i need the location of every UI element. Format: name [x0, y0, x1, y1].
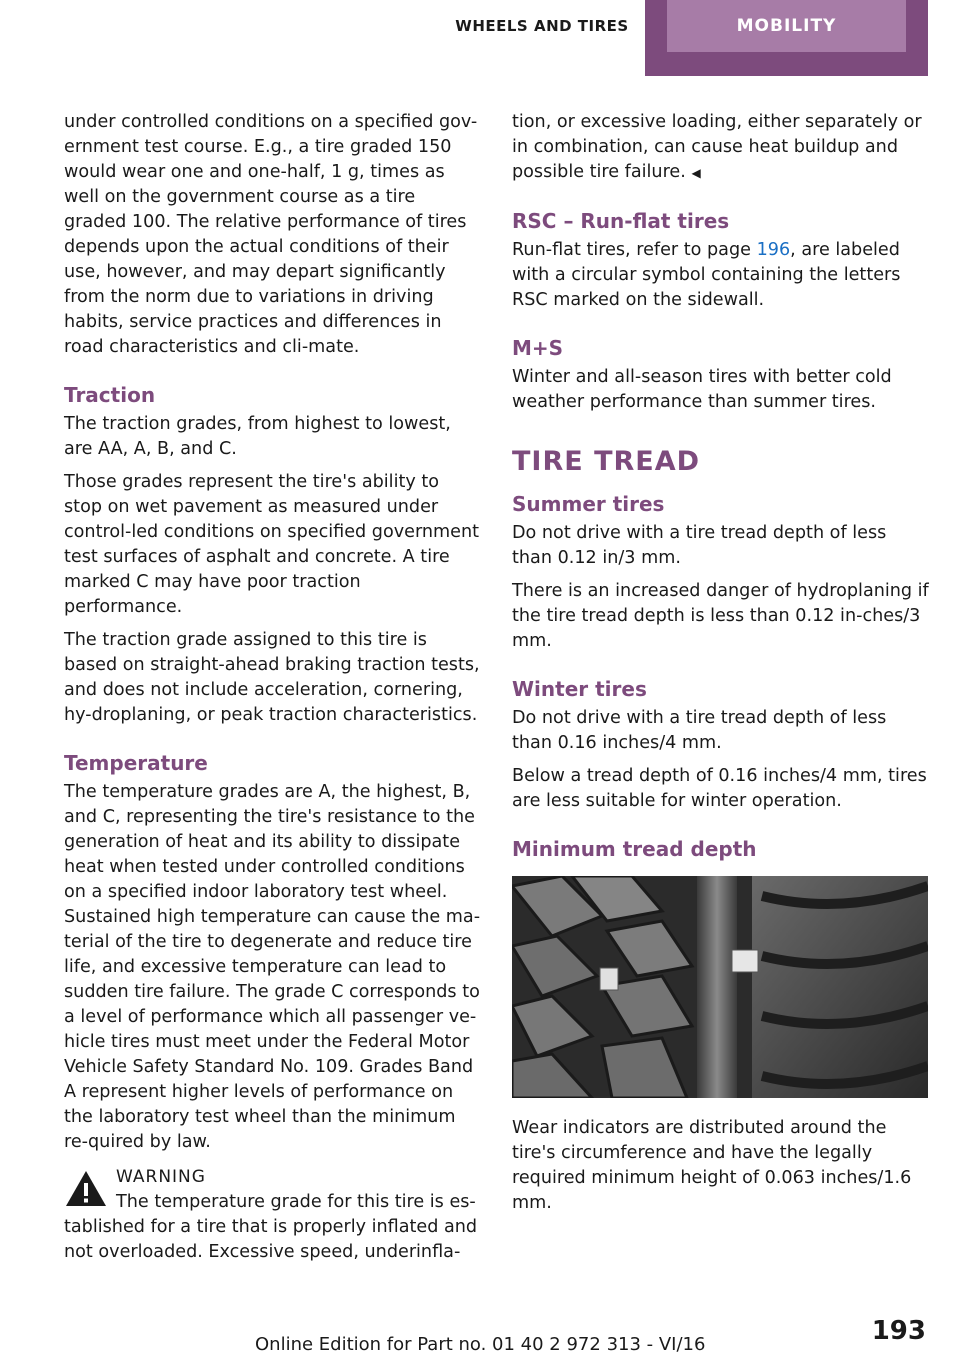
footer-edition-text: Online Edition for Part no. 01 40 2 972 313 - VI/16 [255, 1334, 706, 1355]
traction-paragraph-1: The traction grades, from highest to lowest, are AA, A, B, and C. [64, 414, 451, 459]
ms-paragraph: Winter and all-season tires with better cold weather performance than summer tires. [512, 367, 892, 412]
warning-title: WARNING [116, 1167, 206, 1187]
minimum-tread-depth-heading: Minimum tread depth [512, 837, 757, 861]
ms-heading: M+S [512, 336, 564, 360]
wear-indicator-paragraph: Wear indicators are distributed around the tire's circumference and have the legally required minimum height of 0.063 inches/1.6 mm. [512, 1118, 912, 1213]
chapter-tab-label: MOBILITY [667, 0, 906, 52]
end-mark-icon: ◀ [691, 166, 701, 180]
winter-paragraph-2: Below a tread depth of 0.16 inches/4 mm, tires are less suitable for winter operation. [512, 766, 927, 811]
rsc-paragraph [512, 238, 930, 313]
left-column [64, 110, 482, 1265]
temperature-heading: Temperature [64, 751, 208, 775]
rsc-text-a: Run-flat tires, refer to page [512, 240, 757, 260]
warning-triangle-icon [64, 1169, 108, 1209]
chapter-tab [645, 0, 928, 76]
page-footer [0, 1316, 960, 1362]
rsc-heading: RSC – Run-flat tires [512, 209, 730, 233]
page-196-link[interactable]: 196 [756, 240, 791, 260]
summer-paragraph-2: There is an increased danger of hydroplaning if the tire tread depth is less than 0.12 in-ches/3 mm. [512, 581, 929, 651]
running-header-section: WHEELS AND TIRES [455, 17, 629, 35]
warning-text-continued: tablished for a tire that is properly inflated and not overloaded. Excessive speed, underinfla- [64, 1217, 478, 1262]
temperature-paragraph: The temperature grades are A, the highest, B, and C, representing the tire's resistance to the generation of heat and its ability to dissipate heat when tested under controlled conditions on a specified indoor laboratory test wheel. Sustained high temperature can cause the ma-terial of the tire to degenerate and reduce tire life, and excessive temperature can lead to sudden tire failure. The grade C corresponds to a level of performance which all passenger ve-hicle tires must meet under the Federal Motor Vehicle Safety Standard No. 109. Grades Band A represent higher levels of performance on the laboratory test wheel than the minimum re-quired by law. [64, 782, 481, 1152]
summer-paragraph-1: Do not drive with a tire tread depth of less than 0.12 in/3 mm. [512, 523, 887, 568]
page-number: 193 [871, 1316, 926, 1346]
tire-tread-heading: TIRE TREAD [512, 446, 701, 477]
traction-paragraph-3: The traction grade assigned to this tire is based on straight-ahead braking traction tests, and does not include acceleration, cornering, hy-droplaning, or peak traction characteristics. [64, 630, 480, 725]
continued-text: tion, or excessive loading, either separately or in combination, can cause heat buildup and possible tire failure. [512, 112, 922, 182]
traction-paragraph-2: Those grades represent the tire's ability to stop on wet pavement as measured under control-led conditions on specified government test surfaces of asphalt and concrete. A tire marked C may have poor traction performance. [64, 472, 480, 617]
tire-tread-wear-indicator-image [512, 876, 928, 1098]
winter-paragraph-1: Do not drive with a tire tread depth of less than 0.16 inches/4 mm. [512, 708, 887, 753]
intro-paragraph: under controlled conditions on a specified gov-ernment test course. E.g., a tire graded 150 would wear one and one-half, 1 g, times as well on the government course as a tire graded 100. The relative performance of tires depends upon the actual conditions of their use, however, and may depart significantly from the norm due to variations in driving habits, service practices and differences in road characteristics and cli-mate. [64, 112, 478, 357]
traction-heading: Traction [64, 383, 156, 407]
warning-block [64, 1165, 482, 1265]
winter-tires-heading: Winter tires [512, 677, 647, 701]
right-column [512, 110, 930, 1224]
summer-tires-heading: Summer tires [512, 492, 665, 516]
rsc-text-b: , are labeled with a circular symbol containing the letters RSC marked on the sidewall. [512, 240, 901, 310]
continued-paragraph [512, 110, 930, 186]
warning-text-line-1: The temperature grade for this tire is es- [116, 1192, 476, 1212]
